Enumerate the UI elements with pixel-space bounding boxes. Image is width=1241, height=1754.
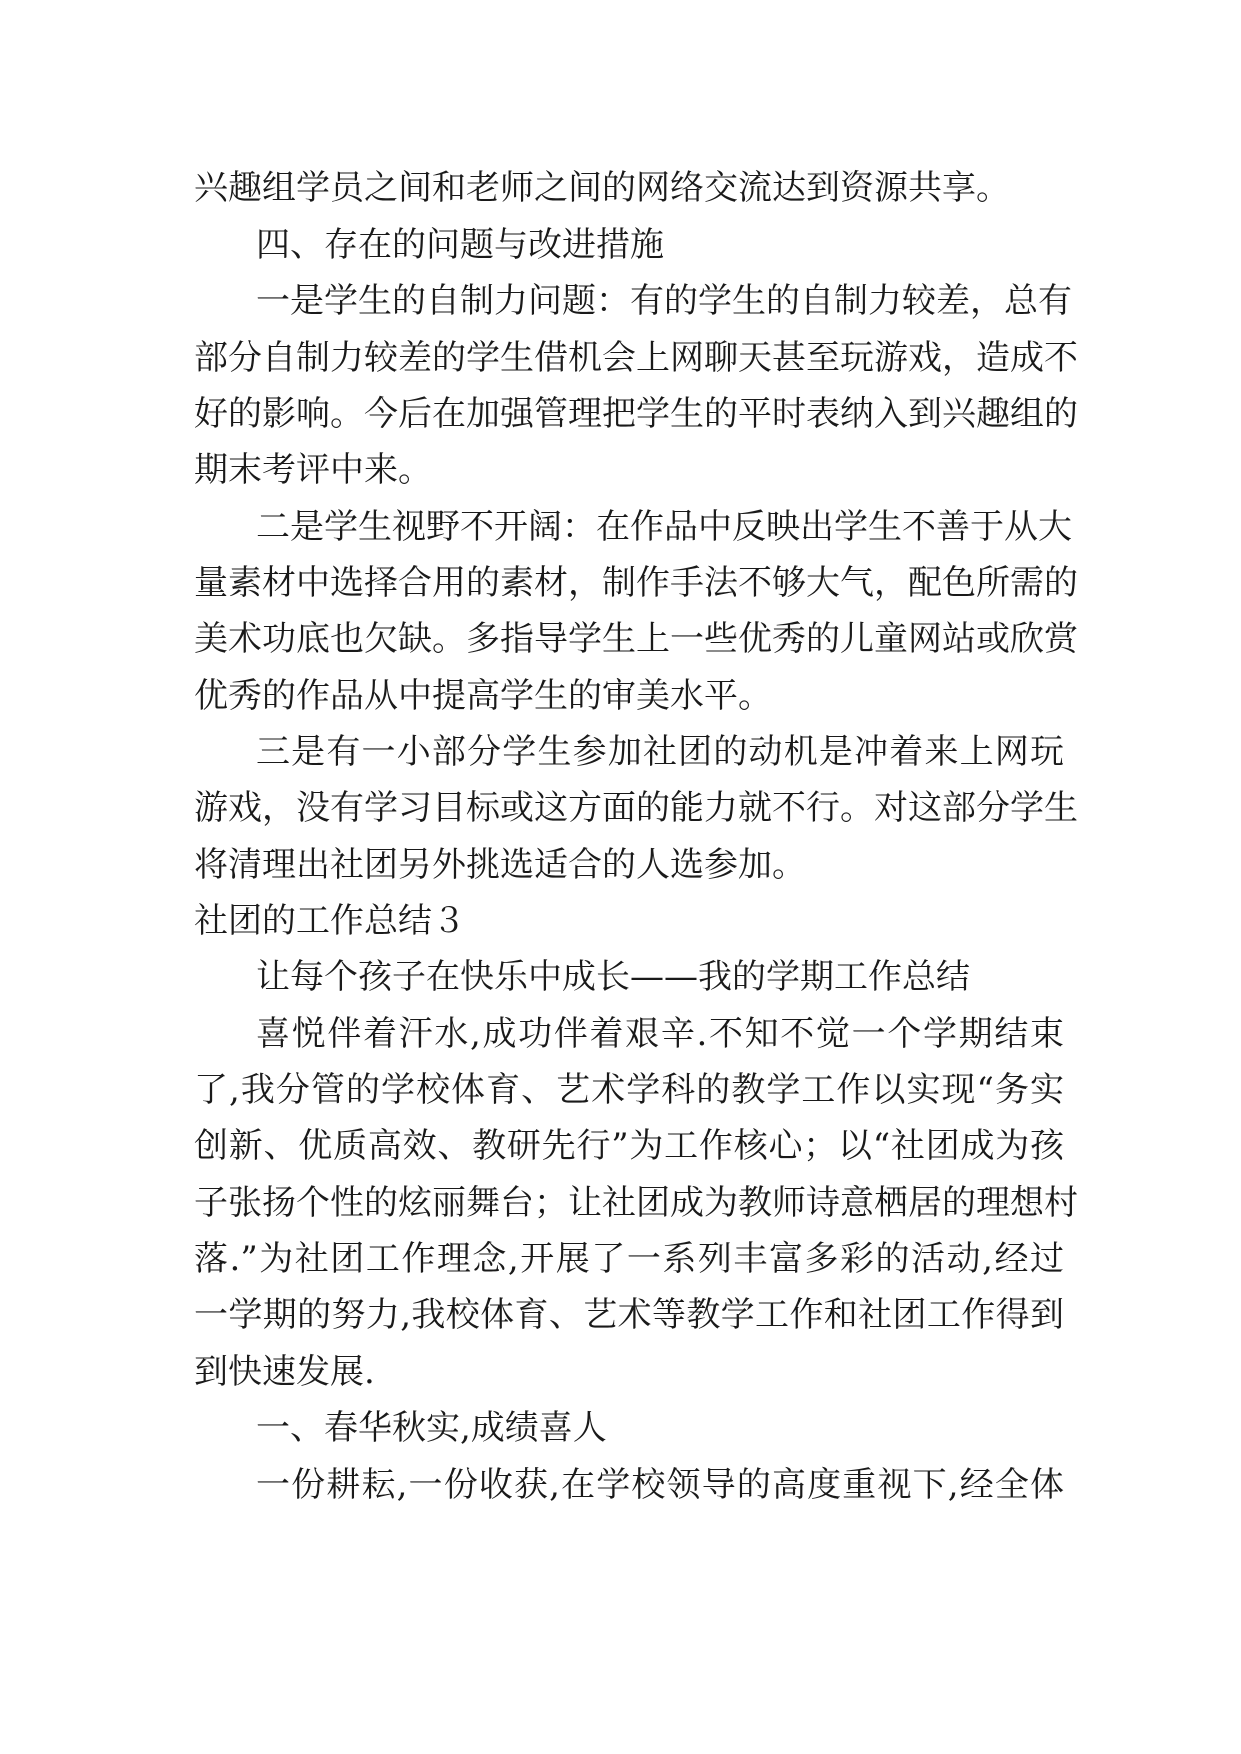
paragraph-line: 二是学生视野不开阔：在作品中反映出学生不善于从大: [256, 507, 1072, 547]
section-heading-problems: 四、存在的问题与改进措施: [256, 225, 664, 265]
article-title: 社团的工作总结３: [194, 901, 466, 941]
paragraph-line: 落.”为社团工作理念,开展了一系列丰富多彩的活动,经过: [194, 1239, 1064, 1279]
paragraph-line: 一份耕耘,一份收获,在学校领导的高度重视下,经全体: [256, 1465, 1064, 1505]
paragraph-line: 量素材中选择合用的素材，制作手法不够大气，配色所需的: [194, 563, 1078, 603]
paragraph-line: 一是学生的自制力问题：有的学生的自制力较差，总有: [256, 281, 1072, 321]
paragraph-line: 将清理出社团另外挑选适合的人选参加。: [194, 845, 806, 885]
paragraph-line: 到快速发展.: [194, 1352, 375, 1392]
paragraph-line: 优秀的作品从中提高学生的审美水平。: [194, 676, 772, 716]
section-heading-achievements: 一、春华秋实,成绩喜人: [256, 1408, 607, 1448]
paragraph-line: 部分自制力较差的学生借机会上网聊天甚至玩游戏，造成不: [194, 338, 1078, 378]
paragraph-line: 三是有一小部分学生参加社团的动机是冲着来上网玩: [256, 732, 1064, 772]
paragraph-line: 好的影响。今后在加强管理把学生的平时表纳入到兴趣组的: [194, 394, 1078, 434]
paragraph-line: 喜悦伴着汗水,成功伴着艰辛.不知不觉一个学期结束: [256, 1014, 1064, 1054]
paragraph-line: 创新、优质高效、教研先行”为工作核心；以“社团成为孩: [194, 1126, 1064, 1166]
article-subtitle: 让每个孩子在快乐中成长——我的学期工作总结: [256, 957, 970, 997]
paragraph-line: 游戏，没有学习目标或这方面的能力就不行。对这部分学生: [194, 788, 1078, 828]
paragraph-line: 子张扬个性的炫丽舞台；让社团成为教师诗意栖居的理想村: [194, 1183, 1078, 1223]
paragraph-line: 美术功底也欠缺。多指导学生上一些优秀的儿童网站或欣赏: [194, 619, 1078, 659]
paragraph-line: 期末考评中来。: [194, 450, 432, 490]
paragraph-line: 了,我分管的学校体育、艺术学科的教学工作以实现“务实: [194, 1070, 1064, 1110]
paragraph-line: 一学期的努力,我校体育、艺术等教学工作和社团工作得到: [194, 1295, 1064, 1335]
text-line-continuation: 兴趣组学员之间和老师之间的网络交流达到资源共享。: [194, 168, 1010, 208]
